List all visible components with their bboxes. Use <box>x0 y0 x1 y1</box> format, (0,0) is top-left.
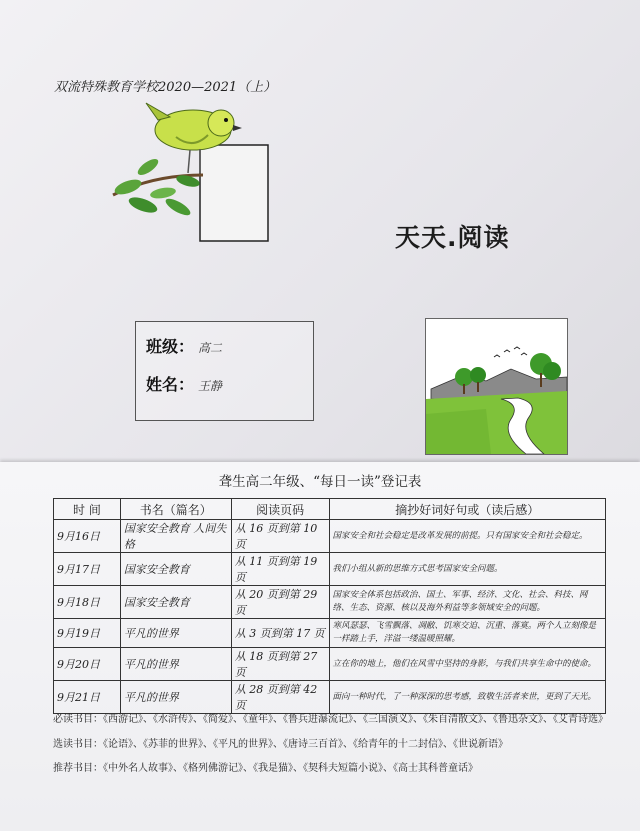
table-header-row <box>54 499 606 520</box>
row-note: 我们小组从新的思维方式思考国家安全问题。 <box>329 553 605 586</box>
row-date: 9月19日 <box>54 619 121 648</box>
table-row <box>54 520 606 553</box>
table-row <box>54 553 606 586</box>
row-book: 平凡的世界 <box>120 619 231 648</box>
header-notes: 摘抄好词好句或（读后感） <box>329 499 605 520</box>
row-date: 9月17日 <box>54 553 121 586</box>
header-pages: 阅读页码 <box>231 499 329 520</box>
row-pages: 从 28 页到第 42 页 <box>231 681 329 714</box>
row-date: 9月20日 <box>54 648 121 681</box>
row-book: 国家安全教育 人间失格 <box>120 520 231 553</box>
table-row <box>54 586 606 619</box>
table-row <box>54 619 606 648</box>
reading-log-sheet <box>0 462 640 831</box>
table-row <box>54 648 606 681</box>
row-note: 国家安全体系包括政治、国土、军事、经济、文化、社会、科技、网络、生态、资源、核以及海外利益等多领域安全的问题。 <box>329 586 605 619</box>
bird-on-branch-illustration <box>108 95 278 245</box>
optional-reading-list: 选读书目：《论语》、《苏菲的世界》、《平凡的世界》、《唐诗三百首》、《给青年的十二封信》、《世说新语》 <box>53 739 508 750</box>
row-book: 国家安全教育 <box>120 586 231 619</box>
student-info-box <box>135 321 314 421</box>
row-book: 国家安全教育 <box>120 553 231 586</box>
row-note: 国家安全和社会稳定是改革发展的前提。只有国家安全和社会稳定。 <box>329 520 605 553</box>
class-value: 高二 <box>198 341 223 355</box>
row-note: 面向一种时代，了一种深深的思考感，致敬生活者来世，更到了天光。 <box>329 681 605 714</box>
row-date: 9月16日 <box>54 520 121 553</box>
school-year-line: 双流特殊教育学校2020—2021（上） <box>54 80 277 95</box>
row-pages: 从 20 页到第 29 页 <box>231 586 329 619</box>
row-book: 平凡的世界 <box>120 681 231 714</box>
row-note: 立在你的地上，他们在风雪中坚持的身影，与我们共享生命中的使命。 <box>329 648 605 681</box>
row-book: 平凡的世界 <box>120 648 231 681</box>
recommended-reading-list: 推荐书目：《中外名人故事》、《格列佛游记》、《我是猫》、《契科夫短篇小说》、《高士其科普童话》 <box>53 763 478 774</box>
page-title: 天天.阅读 <box>395 223 510 252</box>
row-pages: 从 16 页到第 10 页 <box>231 520 329 553</box>
name-row <box>146 372 222 395</box>
row-pages: 从 11 页到第 19 页 <box>231 553 329 586</box>
row-date: 9月21日 <box>54 681 121 714</box>
name-label: 姓名： <box>146 375 195 394</box>
row-pages: 从 18 页到第 27 页 <box>231 648 329 681</box>
log-title: 聋生高二年级、“每日一读”登记表 <box>218 474 422 490</box>
reading-log-table <box>53 498 606 714</box>
required-reading-list: 必读书目：《西游记》、《水浒传》、《简爱》、《童年》、《鲁兵进瀑流记》、《三国演义》、《朱自清散文》、《鲁迅杂文》、《艾青诗选》 <box>53 714 608 725</box>
row-pages: 从 3 页到第 17 页 <box>231 619 329 648</box>
table-row <box>54 681 606 714</box>
class-row <box>146 334 222 357</box>
class-label: 班级： <box>146 337 195 356</box>
header-date: 时 间 <box>54 499 121 520</box>
row-date: 9月18日 <box>54 586 121 619</box>
header-book: 书名（篇名） <box>120 499 231 520</box>
name-value: 王静 <box>198 379 223 393</box>
landscape-illustration <box>425 318 568 455</box>
row-note: 寒风瑟瑟、飞雪飘落、凋敝、饥寒交迫、沉重、落寞。两个人立刻像是一样踏上手，洋溢一缕温暖照耀。 <box>329 619 605 648</box>
